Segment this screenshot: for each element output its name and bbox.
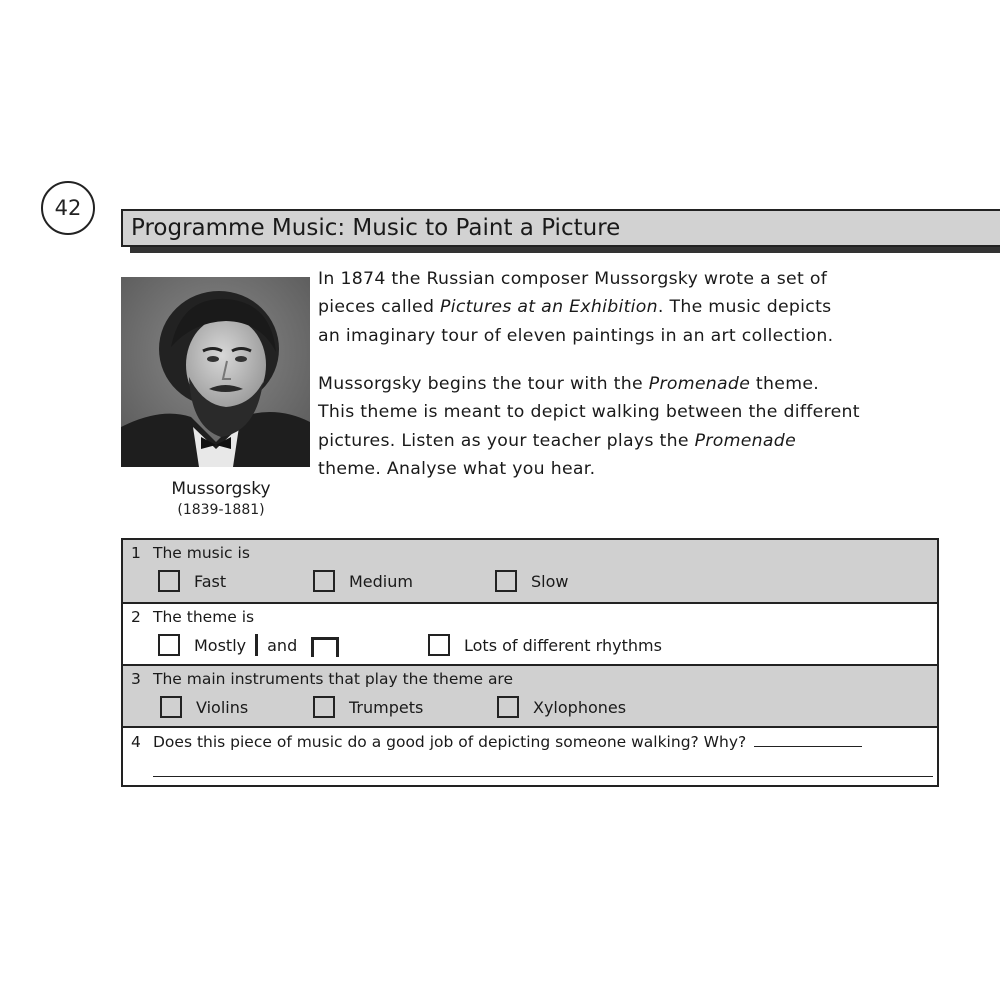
option-medium-label: Medium (349, 571, 413, 591)
checkbox-medium[interactable] (313, 570, 335, 592)
option-violins[interactable] (160, 694, 248, 720)
page-number: 42 (41, 181, 95, 235)
option-xylophones-label: Xylophones (533, 697, 627, 717)
checkbox-lots-of-rhythms[interactable] (428, 634, 450, 656)
option-slow-label: Slow (531, 571, 569, 591)
question-row-2 (123, 602, 937, 664)
question-row-1 (123, 540, 937, 602)
question-2-prompt: 2 The theme is (131, 608, 255, 626)
option-trumpets[interactable] (313, 694, 423, 720)
composer-portrait (121, 277, 310, 467)
promenade-italic: Promenade (694, 430, 797, 451)
checkbox-trumpets[interactable] (313, 696, 335, 718)
option-medium[interactable] (313, 568, 413, 594)
checkbox-violins[interactable] (160, 696, 182, 718)
checkbox-xylophones[interactable] (497, 696, 519, 718)
intro-paragraph-1 (318, 265, 958, 350)
portrait-caption-dates: (1839-1881) (177, 502, 265, 518)
promenade-italic: Promenade (648, 374, 751, 394)
beamed-notes-symbol (311, 637, 339, 657)
checkbox-fast[interactable] (158, 570, 180, 592)
option-mostly-label: Mostly (194, 635, 247, 655)
intro-p1-line3: an imaginary tour of eleven paintings in an art collection. (318, 325, 834, 346)
answer-line[interactable] (153, 776, 933, 777)
intro-paragraph-2 (318, 370, 958, 483)
work-title-italic: Pictures at an Exhibition (440, 297, 658, 318)
page-title: Programme Music: Music to Paint a Picture (121, 209, 1000, 247)
intro-p2-line1: Mussorgsky begins the tour with the Promenade theme. (318, 374, 820, 394)
checkbox-mostly[interactable] (158, 634, 180, 656)
intro-p2-line3: pictures. Listen as your teacher plays the Promenade (318, 430, 797, 451)
option-and-label: and (267, 635, 298, 655)
option-slow[interactable] (495, 568, 568, 594)
option-trumpets-label: Trumpets (349, 697, 424, 717)
question-table (121, 538, 939, 787)
checkbox-slow[interactable] (495, 570, 517, 592)
intro-p1-line1: In 1874 the Russian composer Mussorgsky wrote a set of (318, 269, 828, 289)
short-note-symbol (255, 634, 258, 656)
option-mostly[interactable] (158, 632, 339, 658)
question-row-4 (123, 726, 937, 785)
question-1-prompt: 1 The music is (131, 544, 250, 562)
option-fast[interactable] (158, 568, 226, 594)
question-3-prompt: 3 The main instruments that play the theme are (131, 670, 514, 688)
option-xylophones[interactable] (497, 694, 626, 720)
intro-p2-line4: theme. Analyse what you hear. (318, 458, 596, 479)
portrait-caption-name: Mussorgsky (171, 479, 271, 499)
option-fast-label: Fast (194, 571, 227, 591)
option-violins-label: Violins (196, 697, 249, 717)
intro-p2-line2: This theme is meant to depict walking between the different (318, 402, 860, 423)
question-4-prompt: 4 Does this piece of music do a good job of depicting someone walking? Why? (131, 732, 862, 751)
intro-p1-line2: pieces called Pictures at an Exhibition. The music depicts (318, 297, 832, 318)
answer-blank-short[interactable] (754, 732, 862, 747)
option-lots-of-rhythms-label: Lots of different rhythms (464, 635, 662, 655)
option-lots-of-rhythms[interactable] (428, 632, 662, 658)
question-row-3 (123, 664, 937, 726)
